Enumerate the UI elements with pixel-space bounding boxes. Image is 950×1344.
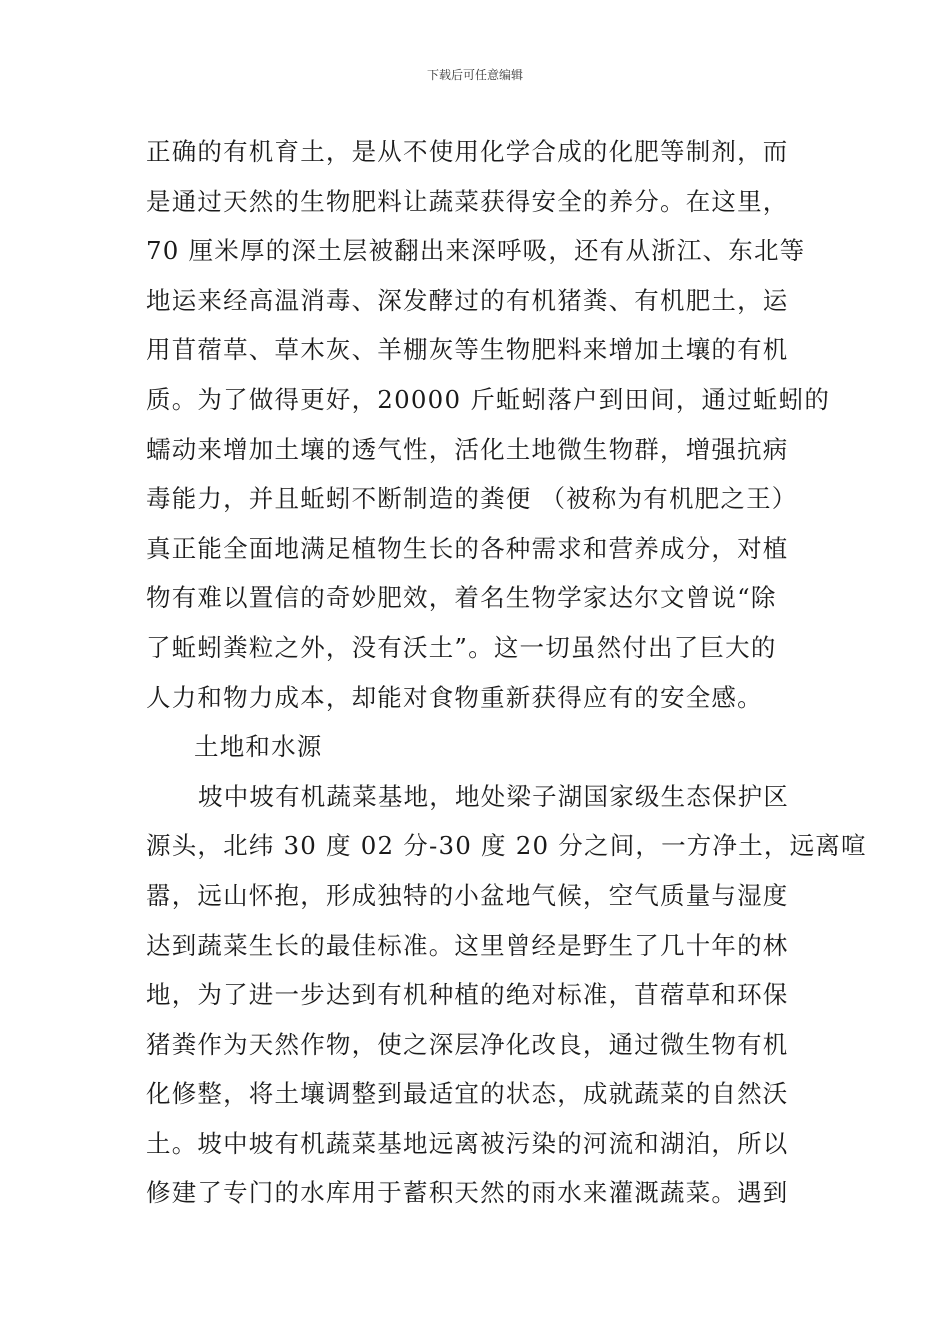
text-line: 土。坡中坡有机蔬菜基地远离被污染的河流和湖泊，所以 [146, 1128, 789, 1158]
document-body [146, 127, 867, 1218]
text-line: 嚣，远山怀抱，形成独特的小盆地气候，空气质量与湿度 [146, 880, 789, 910]
text-line: 蠕动来增加土壤的透气性，活化土地微生物群，增强抗病 [146, 434, 789, 464]
text-line: 是通过天然的生物肥料让蔬菜获得安全的养分。在这里， [146, 186, 789, 216]
text-line: 质。为了做得更好，20000 斤蚯蚓落户到田间，通过蚯蚓的 [146, 384, 831, 414]
text-line: 坡中坡有机蔬菜基地，地处梁子湖国家级生态保护区 [198, 781, 790, 811]
text-line: 真正能全面地满足植物生长的各种需求和营养成分，对植 [146, 533, 789, 563]
text-line: 源头，北纬 30 度 02 分-30 度 20 分之间，一方净土，远离喧 [146, 831, 867, 861]
text-line: 毒能力，并且蚯蚓不断制造的粪便 （被称为有机肥之王） [146, 484, 798, 514]
text-line: 人力和物力成本，却能对食物重新获得应有的安全感。 [146, 682, 763, 712]
text-line: 70 厘米厚的深土层被翻出来深呼吸，还有从浙江、东北等 [146, 236, 806, 266]
text-line: 用苜蓿草、草木灰、羊棚灰等生物肥料来增加土壤的有机 [146, 335, 789, 365]
text-line: 物有难以置信的奇妙肥效，着名生物学家达尔文曾说“除 [146, 583, 777, 613]
text-line: 猪粪作为天然作物，使之深层净化改良，通过微生物有机 [146, 1029, 789, 1059]
section-heading: 土地和水源 [194, 732, 323, 762]
text-line: 正确的有机育土，是从不使用化学合成的化肥等制剂，而 [146, 137, 789, 166]
text-line: 地，为了进一步达到有机种植的绝对标准，苜蓿草和环保 [146, 980, 789, 1010]
text-line: 地运来经高温消毒、深发酵过的有机猪粪、有机肥土，运 [146, 285, 789, 315]
text-line: 修建了专门的水库用于蓄积天然的雨水来灌溉蔬菜。遇到 [146, 1178, 789, 1208]
text-line: 达到蔬菜生长的最佳标准。这里曾经是野生了几十年的林 [146, 930, 789, 960]
text-line: 了蚯蚓粪粒之外，没有沃土”。这一切虽然付出了巨大的 [146, 632, 777, 662]
page-header: 下载后可任意编辑 [426, 68, 523, 82]
text-line: 化修整，将土壤调整到最适宜的状态，成就蔬菜的自然沃 [146, 1079, 789, 1109]
